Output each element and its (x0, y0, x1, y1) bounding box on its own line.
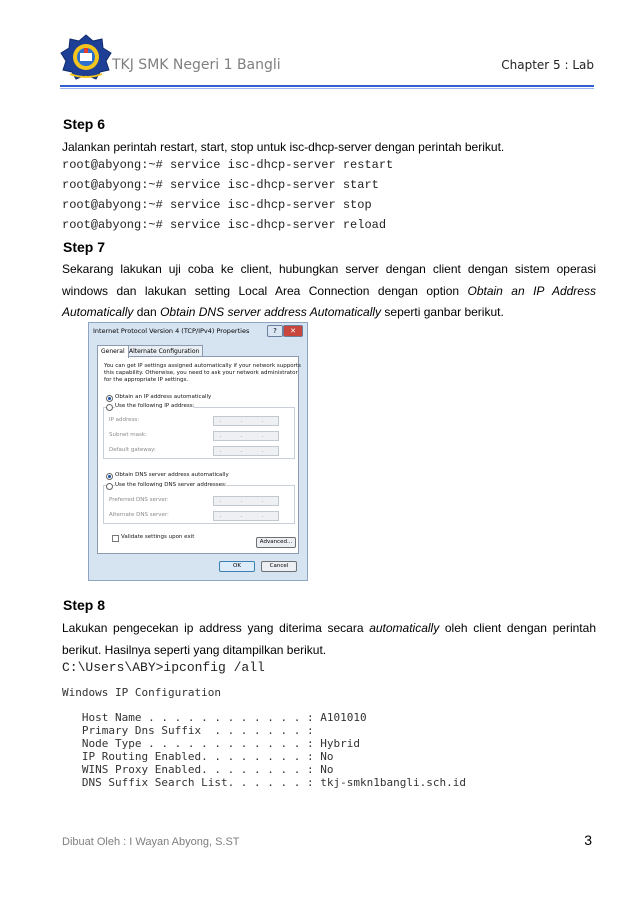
chapter-label: Chapter 5 : Lab (501, 58, 594, 72)
command-line: root@abyong:~# service isc-dhcp-server reload (62, 218, 387, 232)
footer-author: Dibuat Oleh : I Wayan Abyong, S.ST (62, 836, 240, 848)
header-divider (60, 85, 594, 87)
use-dns-label: Use the following DNS server addresses: (115, 482, 227, 488)
ipconfig-line: DNS Suffix Search List. . . . . . : tkj-smkn1bangli.sch.id (62, 776, 466, 789)
school-name: TKJ SMK Negeri 1 Bangli (112, 57, 281, 73)
close-button[interactable]: ✕ (283, 325, 303, 337)
command-line: root@abyong:~# service isc-dhcp-server restart (62, 158, 394, 172)
ipconfig-title: Windows IP Configuration (62, 686, 221, 699)
cancel-button[interactable]: Cancel (261, 561, 297, 572)
alternate-dns-label: Alternate DNS server: (109, 512, 169, 518)
preferred-dns-label: Preferred DNS server: (109, 497, 169, 503)
ipconfig-line: Primary Dns Suffix . . . . . . . : (62, 724, 314, 737)
description-line: for the appropriate IP settings. (104, 377, 189, 383)
help-button[interactable]: ? (267, 325, 283, 337)
validate-checkbox[interactable] (112, 535, 119, 542)
general-panel (97, 356, 299, 554)
step-7-text: seperti ganbar berikut. (381, 305, 504, 319)
school-logo (60, 34, 112, 80)
ipconfig-command: C:\Users\ABY>ipconfig /all (62, 660, 265, 675)
advanced-button[interactable]: Advanced... (256, 537, 296, 548)
use-dns-radio[interactable] (106, 483, 113, 490)
tab-general[interactable]: General (97, 345, 129, 358)
ip-address-label: IP address: (109, 417, 140, 423)
obtain-dns-radio[interactable] (106, 473, 113, 480)
ip-address-field[interactable]: . . . (213, 416, 279, 426)
step-7-text: Sekarang lakukan uji coba ke client, hubungkan server dengan client dengan sistem operasi windows dan lakukan setting Local Area Connection dengan option (62, 262, 596, 298)
tab-alternate-configuration[interactable]: Alternate Configuration (125, 345, 203, 357)
subnet-mask-field[interactable]: . . . (213, 431, 279, 441)
obtain-ip-emphasis: Obtain an IP Address Automatically (62, 283, 596, 319)
dialog-title: Internet Protocol Version 4 (TCP/IPv4) Properties (93, 327, 250, 335)
ipconfig-line: Host Name . . . . . . . . . . . . : A101010 (62, 711, 367, 724)
ipconfig-line: WINS Proxy Enabled. . . . . . . . : No (62, 763, 334, 776)
step-6-heading: Step 6 (63, 116, 106, 132)
step-7-paragraph (62, 259, 596, 324)
alternate-dns-field[interactable]: . . . (213, 511, 279, 521)
step-8-text: oleh client dengan perintah berikut. Hasilnya seperti yang ditampilkan berikut. (62, 621, 596, 657)
header-divider-light (60, 88, 594, 89)
validate-label: Validate settings upon exit (121, 534, 195, 540)
step-6-intro: Jalankan perintah restart, start, stop untuk isc-dhcp-server dengan perintah berikut. (62, 140, 505, 154)
obtain-ip-radio[interactable] (106, 395, 113, 402)
step-8-paragraph (62, 618, 596, 661)
use-ip-radio[interactable] (106, 404, 113, 411)
ok-button[interactable]: OK (219, 561, 255, 572)
obtain-ip-label: Obtain an IP address automatically (115, 394, 212, 400)
command-line: root@abyong:~# service isc-dhcp-server start (62, 178, 379, 192)
page-number: 3 (584, 832, 592, 848)
step-8-text: Lakukan pengecekan ip address yang diterima secara (62, 621, 370, 635)
ipv4-properties-dialog (88, 322, 308, 581)
default-gateway-field[interactable]: . . . (213, 446, 279, 456)
step-8-heading: Step 8 (63, 597, 106, 613)
description-line: this capability. Otherwise, you need to ask your network administrator (104, 370, 298, 376)
preferred-dns-field[interactable]: . . . (213, 496, 279, 506)
step-7-heading: Step 7 (63, 239, 106, 255)
ipconfig-line: Node Type . . . . . . . . . . . . : Hybrid (62, 737, 361, 750)
default-gateway-label: Default gateway: (109, 447, 156, 453)
ipconfig-line: IP Routing Enabled. . . . . . . . : No (62, 750, 334, 763)
use-ip-label: Use the following IP address: (115, 403, 195, 409)
automatically-emphasis: automatically (369, 621, 440, 635)
step-7-text: dan (133, 305, 161, 319)
command-line: root@abyong:~# service isc-dhcp-server stop (62, 198, 372, 212)
description-line: You can get IP settings assigned automatically if your network supports (104, 363, 301, 369)
obtain-dns-label: Obtain DNS server address automatically (115, 472, 229, 478)
obtain-dns-emphasis: Obtain DNS server address Automatically (160, 305, 382, 319)
subnet-mask-label: Subnet mask: (109, 432, 147, 438)
